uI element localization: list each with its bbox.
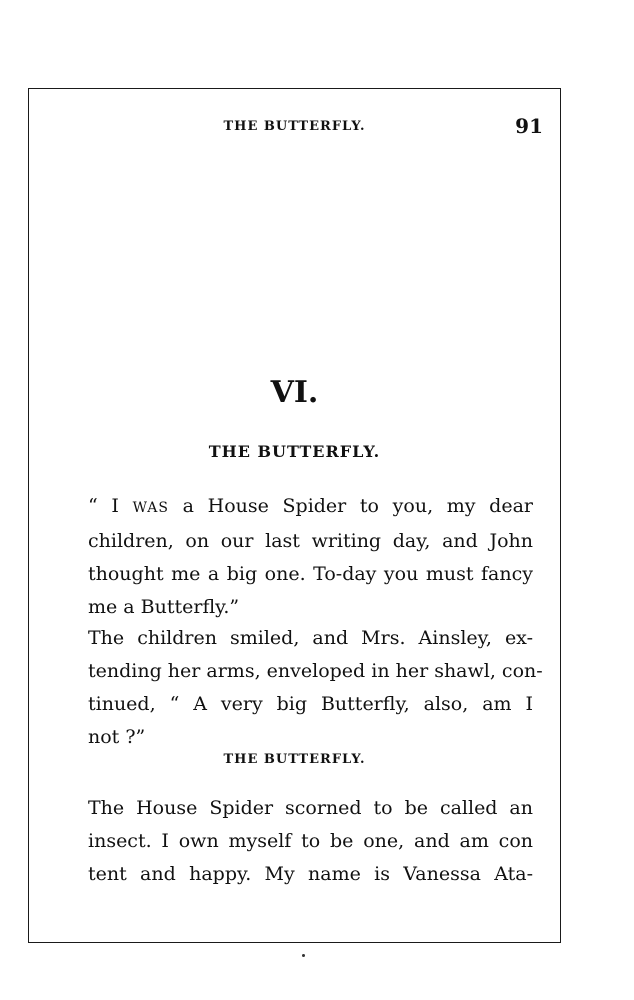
paragraph-line: children, on our last writing day, and John	[88, 530, 533, 552]
paragraph-line: not ?”	[88, 726, 146, 748]
paragraph-1	[88, 490, 533, 624]
chapter-number: VI.	[270, 375, 319, 410]
paragraph-line: tending her arms, enveloped in her shawl, con-	[88, 660, 543, 682]
opening-quote: “ I	[88, 495, 119, 517]
paragraph-line: The children smiled, and Mrs. Ainsley, ex-	[88, 627, 533, 649]
section-heading: THE BUTTERFLY.	[223, 752, 366, 767]
paragraph-line: tinued, “ A very big Butterfly, also, am I	[88, 693, 533, 715]
paragraph-2	[88, 622, 543, 754]
running-title: THE BUTTERFLY.	[223, 119, 366, 134]
paragraph-line: me a Butterfly.”	[88, 596, 240, 618]
small-caps-word: WAS	[132, 500, 169, 516]
chapter-title: THE BUTTERFLY.	[208, 442, 381, 461]
paragraph-line	[88, 490, 533, 525]
paragraph-line: tent and happy. My name is Vanessa Ata-	[88, 863, 533, 885]
line-text: a House Spider to you, my dear	[168, 495, 533, 517]
page-number: 91	[515, 114, 543, 138]
running-head	[28, 114, 561, 142]
printer-mark	[302, 954, 305, 957]
paragraph-line: insect. I own myself to be one, and am con	[88, 830, 533, 852]
paragraph-line: The House Spider scorned to be called an	[88, 797, 533, 819]
paragraph-3	[88, 792, 533, 891]
paragraph-line: thought me a big one. To-day you must fancy	[88, 563, 533, 585]
